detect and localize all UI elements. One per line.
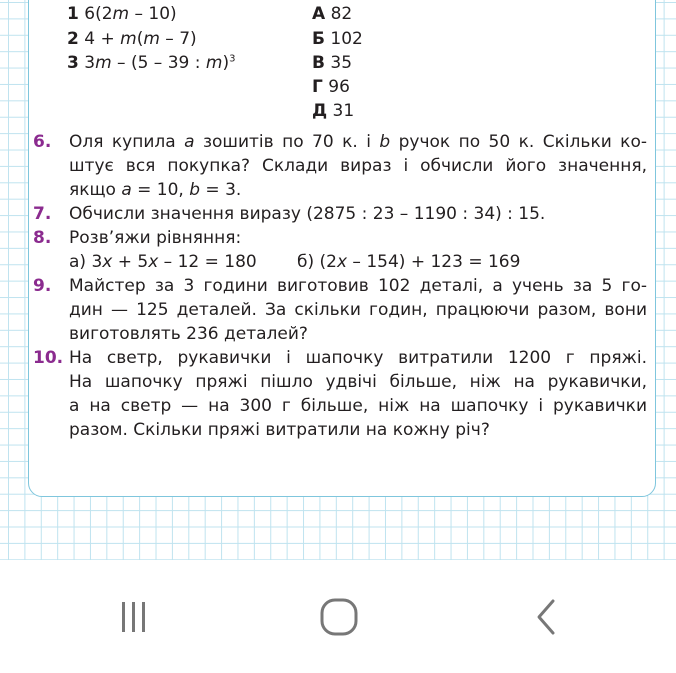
task-10-number: 10. (33, 348, 64, 368)
match-answer-h: Г 96 (312, 77, 350, 97)
match-item-2: 2 4 + m(m – 7) (67, 29, 197, 49)
task-9-number: 9. (33, 276, 52, 296)
task-8-equation-b: б) (2x – 154) + 123 = 169 (297, 252, 521, 272)
task-7-text: Обчисли значення виразу (2875 : 23 – 1190 : 34) : 15. (69, 204, 546, 224)
home-icon (317, 595, 361, 639)
task-10-line-4: разом. Скільки пряжі витратили на кожну річ? (69, 420, 490, 440)
task-8-equation-a: а) 3x + 5x – 12 = 180 (69, 252, 257, 272)
match-answer-d: Д 31 (312, 101, 355, 121)
android-navigation-bar (0, 560, 676, 673)
task-7-number: 7. (33, 204, 52, 224)
task-6-number: 6. (33, 132, 52, 152)
task-6-line-3: якщо a = 10, b = 3. (69, 180, 242, 200)
match-answer-v: В 35 (312, 53, 353, 73)
task-9-line-2: дин — 125 деталей. За скільки годин, працюючи разом, вони (69, 300, 647, 320)
back-icon (527, 597, 567, 637)
task-9-line-3: виготовлять 236 деталей? (69, 324, 308, 344)
task-10-line-1: На светр, рукавички і шапочку витратили 1200 г пряжі. (69, 348, 647, 368)
task-10-line-3: а на светр — на 300 г більше, ніж на шапочку і рукавички (69, 396, 647, 416)
recent-apps-icon (113, 597, 153, 637)
match-answer-a: А 82 (312, 4, 353, 24)
task-6-line-2: штує вся покупка? Склади вираз і обчисли його значення, (69, 156, 647, 176)
match-answer-b: Б 102 (312, 29, 363, 49)
task-8-text: Розв’яжи рівняння: (69, 228, 242, 248)
back-button[interactable] (517, 592, 577, 642)
match-item-3: 3 3m – (5 – 39 : m)$^3$ (67, 53, 236, 73)
task-6-line-1: Оля купила a зошитів по 70 к. і b ручок по 50 к. Скільки ко- (69, 132, 647, 152)
task-8-number: 8. (33, 228, 52, 248)
task-9-line-1: Майстер за 3 години виготовив 102 деталі, а учень за 5 го- (69, 276, 647, 296)
home-button[interactable] (309, 592, 369, 642)
recent-apps-button[interactable] (103, 592, 163, 642)
task-10-line-2: На шапочку пряжі пішло удвічі більше, ніж на рукавички, (69, 372, 647, 392)
match-item-1: 1 6(2m – 10) (67, 4, 177, 24)
